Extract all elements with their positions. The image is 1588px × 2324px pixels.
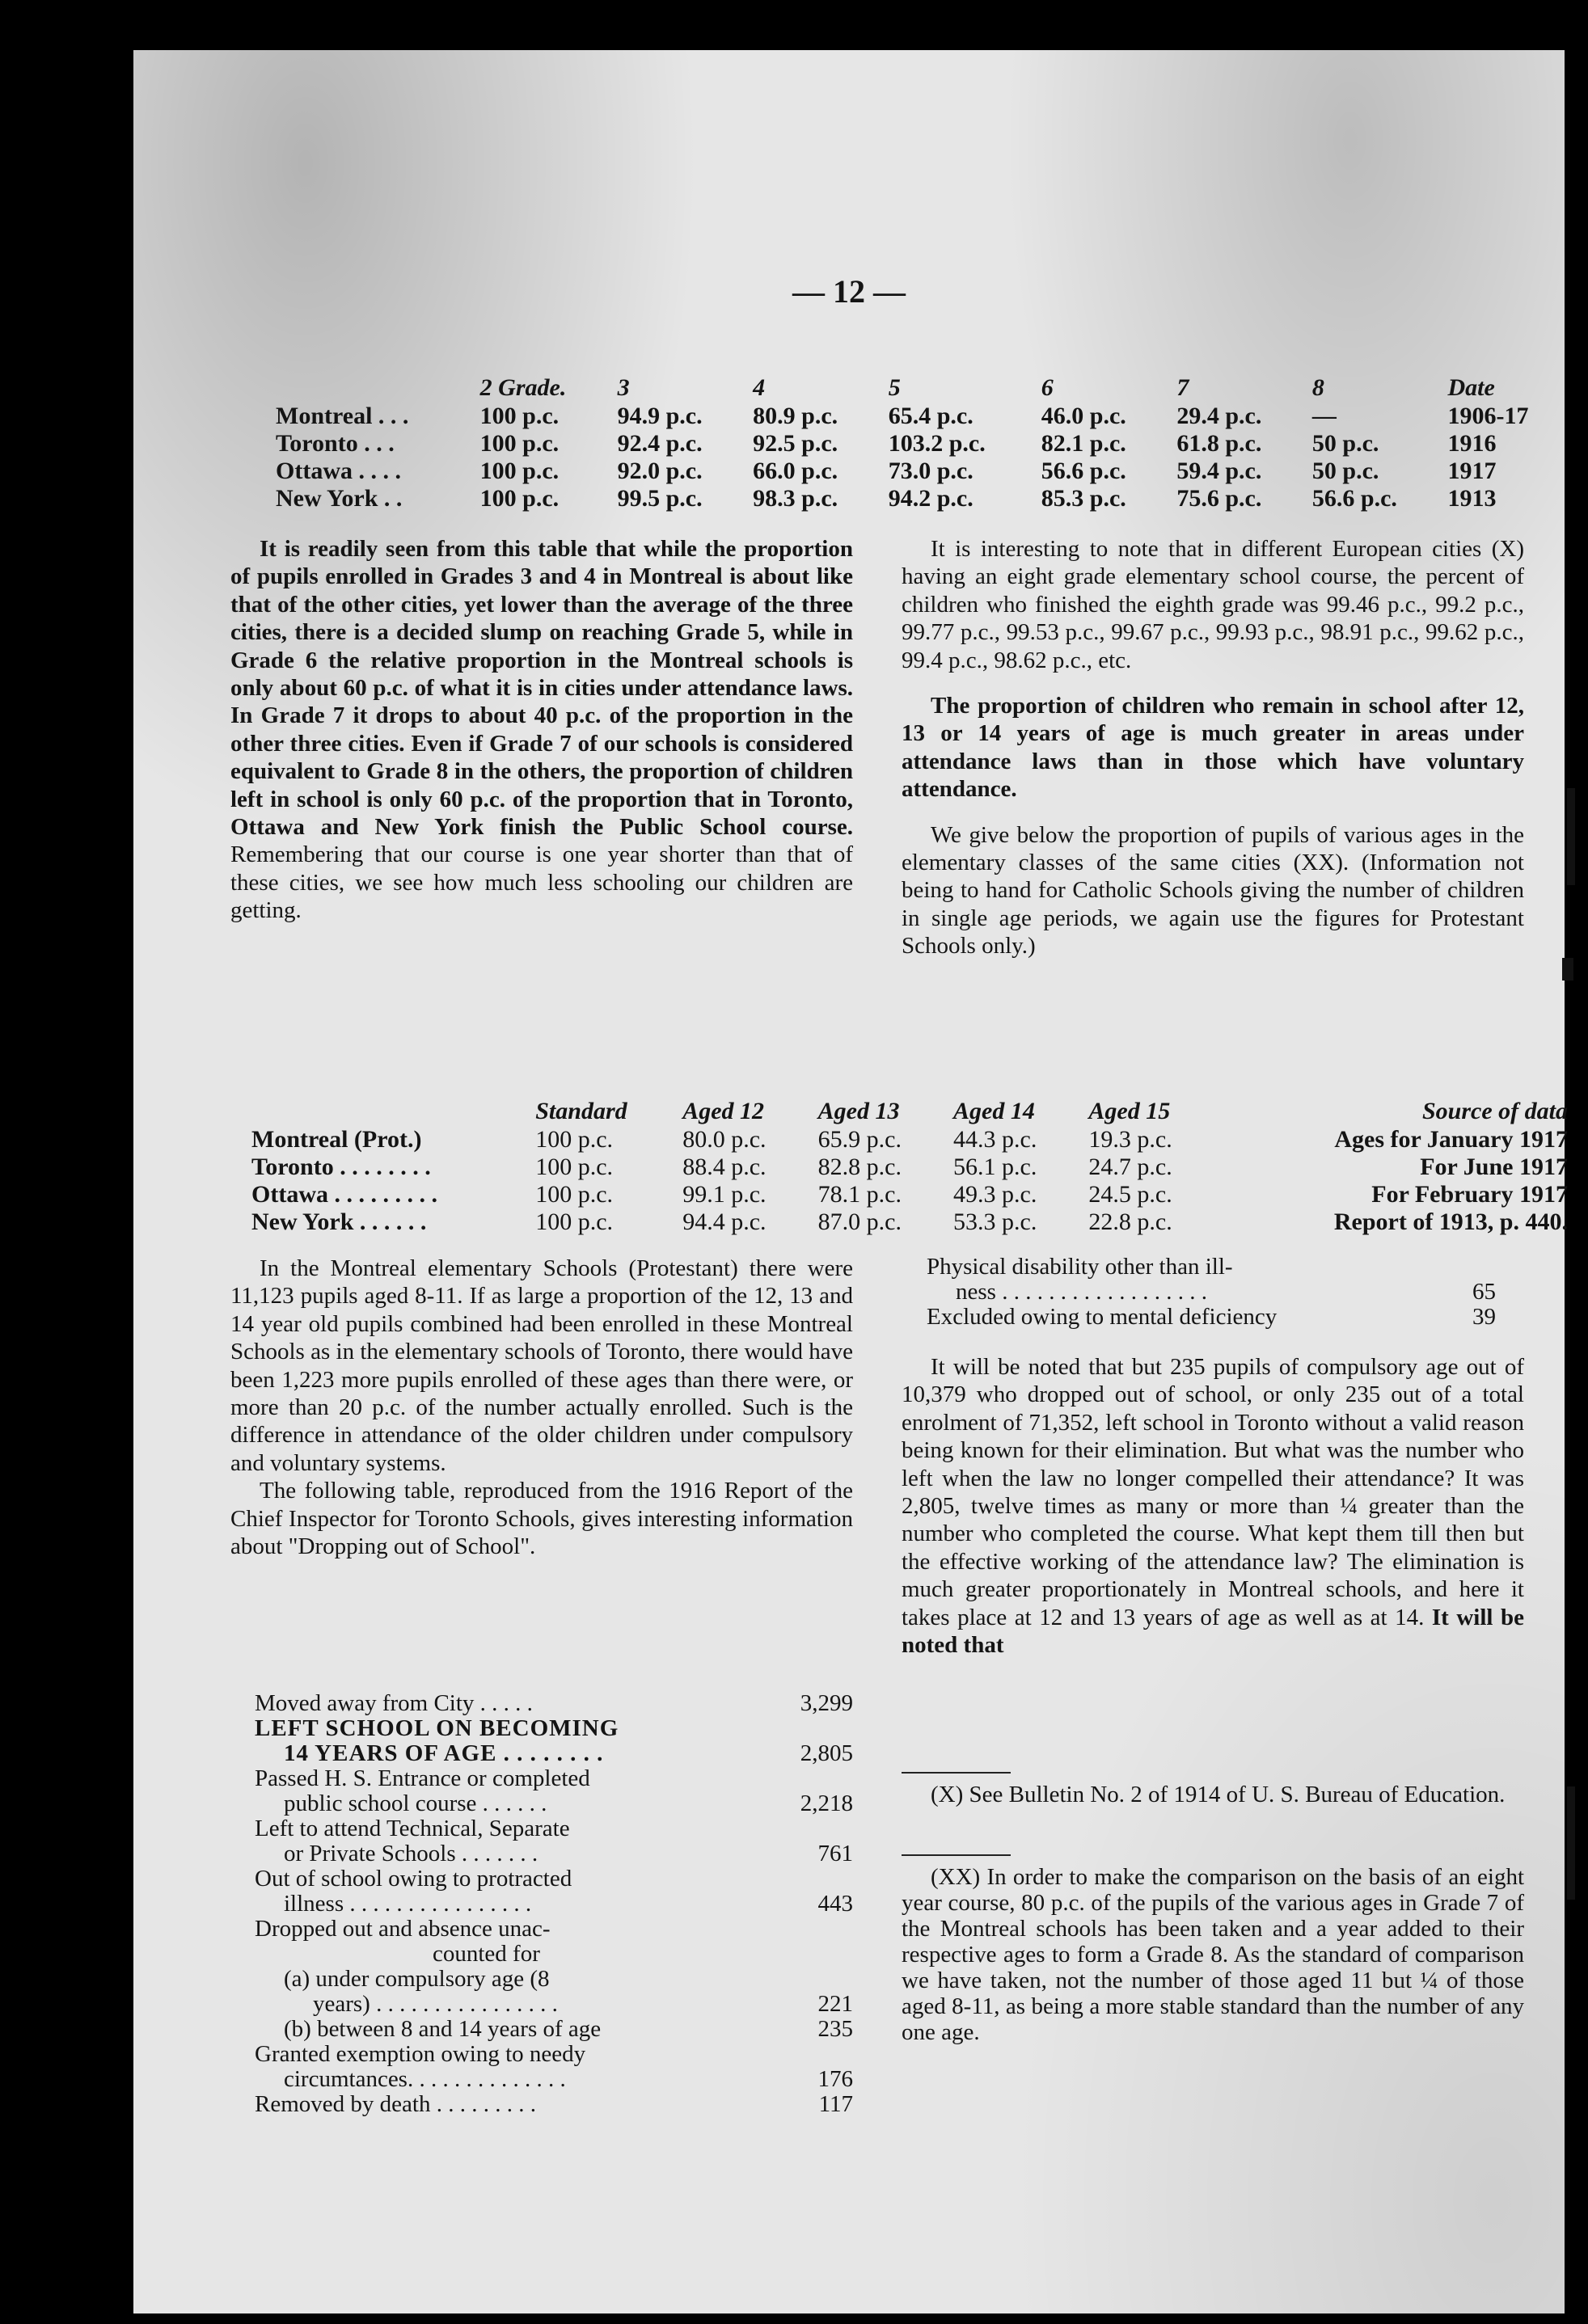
table-cell: 94.4 p.c. [682,1208,767,1235]
paragraph: The following table, reproduced from the 1916 Report of the Chief Inspector for Toronto Schools, gives interesting information about "Dropping out of School". [230,1478,853,1560]
table-cell: 92.5 p.c. [753,430,838,457]
table-cell: 100 p.c. [535,1208,614,1235]
list-item: Moved away from City . . . . . 3,299 [255,1690,853,1716]
table-cell: 1917 [1447,458,1497,484]
scan-mark [1567,788,1575,885]
table-cell: Ottawa . . . . . . . . . [251,1181,437,1208]
table-cell: Ottawa . . . . [276,458,401,484]
table-header-cell: 5 [888,374,901,401]
table-cell: 92.0 p.c. [617,458,703,484]
table-header-row [247,1097,1573,1126]
table-cell: New York . . [276,485,403,512]
left-column-bottom [230,1255,853,1578]
table-cell: 50 p.c. [1311,458,1379,484]
table-header-cell: 6 [1041,374,1054,401]
table-cell: 56.6 p.c. [1311,485,1397,512]
table-header-cell: Aged 13 [817,1098,900,1124]
table-header-row [271,373,1573,403]
table-row [247,1208,1573,1236]
table-cell: For June 1917 [1420,1154,1568,1180]
table-cell: 66.0 p.c. [753,458,838,484]
table-cell: 100 p.c. [479,458,560,484]
table-cell: 19.3 p.c. [1088,1126,1172,1153]
table-cell: Montreal (Prot.) [251,1126,422,1153]
table-cell: 1916 [1447,430,1497,457]
left-column-top [230,535,853,943]
table-cell: Report of 1913, p. 440. [1333,1208,1568,1235]
table-cell: 100 p.c. [535,1154,614,1180]
table-cell: 56.6 p.c. [1041,458,1126,484]
list-item: years) . . . . . . . . . . . . . . . . 221 [313,1991,853,2017]
footnote-divider [902,1854,1011,1856]
dropping-out-list [255,1691,853,2117]
table-header-cell [247,1097,530,1126]
table-cell: 1906-17 [1447,403,1529,429]
table-row [271,430,1573,458]
list-item: (a) under compulsory age (8 [284,1966,550,1992]
paragraph: We give below the proportion of pupils of various ages in the elementary classes of the same cities (XX). (Information not being to hand for Catholic Schools giving the number of children in single age periods, we again use the figures for Protestant Schools only.) [902,821,1524,960]
list-item: circumtances. . . . . . . . . . . . . . 176 [284,2066,853,2092]
paragraph: It is interesting to note that in different European cities (X) having an eight grade elementary school course, the percent of children who finished the eighth grade was 99.46 p.c., 99.2 p.c., 99.77 p.c., 99.53 p.c., 99.67 p.c., 99.93 p.c., 98.91 p.c., 99.62 p.c., 99.4 p.c., 98.62 p.c., etc. [902,536,1524,673]
table-cell: 100 p.c. [479,485,560,512]
table-cell: 24.5 p.c. [1088,1181,1172,1208]
table-cell: Ages for January 1917 [1334,1126,1568,1153]
table-cell: 85.3 p.c. [1041,485,1126,512]
table-cell: 103.2 p.c. [888,430,986,457]
list-item: Excluded owing to mental deficiency 39 [927,1304,1496,1330]
page-number: — 12 — [792,273,906,310]
list-item: Physical disability other than ill- [927,1254,1233,1280]
table-cell: 29.4 p.c. [1176,403,1262,429]
table-cell: 78.1 p.c. [817,1181,902,1208]
table-header-cell [271,373,475,403]
table-header-cell: Aged 14 [953,1098,1035,1124]
table-cell: 75.6 p.c. [1176,485,1262,512]
table-header-cell: 2 Grade. [479,374,567,401]
table-cell: 65.4 p.c. [888,403,973,429]
paragraph [230,535,853,925]
scan-mark [1567,1786,1575,1900]
table-cell: 100 p.c. [535,1181,614,1208]
footnote-xx: (XX) In order to make the comparison on the basis of an eight year course, 80 p.c. of the pupils of the various ages in Grade 7 of the Montreal schools has been taken and a year added to their respective ages to form a Grade 8. As the standard of comparison we have taken, not the number of those aged 11 but ¼ of those aged 8-11, as being a more stable standard than the number of any one age. [902,1864,1524,2045]
document-page [133,50,1568,2313]
list-item: Out of school owing to protracted [255,1866,572,1892]
table-cell: Toronto . . . . . . . . [251,1154,431,1180]
table-cell: 65.9 p.c. [817,1126,902,1153]
table-row [271,485,1573,512]
right-column-bottom [902,1353,1524,1677]
table-cell: For February 1917 [1371,1181,1568,1208]
table-cell: 82.1 p.c. [1041,430,1126,457]
footnote-x: (X) See Bulletin No. 2 of 1914 of U. S. Bureau of Education. [931,1782,1506,1807]
table-cell: 61.8 p.c. [1176,430,1262,457]
table-cell: 98.3 p.c. [753,485,838,512]
table-cell: 24.7 p.c. [1088,1154,1172,1180]
table-cell: 99.5 p.c. [617,485,703,512]
list-item: or Private Schools . . . . . . . 761 [284,1841,853,1866]
table-cell: 50 p.c. [1311,430,1379,457]
list-item: Passed H. S. Entrance or completed [255,1765,590,1791]
table-cell: 53.3 p.c. [953,1208,1037,1235]
table-cell: 100 p.c. [479,430,560,457]
list-item: Removed by death . . . . . . . . . 117 [255,2091,853,2117]
list-item: illness . . . . . . . . . . . . . . . . 443 [284,1891,853,1917]
scan-mark [1562,958,1573,981]
table-cell: 46.0 p.c. [1041,403,1126,429]
list-item: public school course . . . . . . 2,218 [284,1790,853,1816]
paragraph: The proportion of children who remain in school after 12, 13 or 14 years of age is much greater in areas under attendance laws than in those which have voluntary attendance. [902,693,1524,803]
grade-proportion-table [271,373,1573,512]
list-item: 14 YEARS OF AGE . . . . . . . . 2,805 [284,1740,853,1766]
table-cell: 82.8 p.c. [817,1154,902,1180]
list-item: Dropped out and absence unac- [255,1916,551,1942]
paragraph: In the Montreal elementary Schools (Protestant) there were 11,123 pupils aged 8-11. If as large a proportion of the 12, 13 and 14 year old pupils combined had been enrolled in these Montreal Schools as in the elementary schools of Toronto, there would have been 1,223 more pupils enrolled of these ages than there were, or more than 20 p.c. of the number actually enrolled. Such is the difference in attendance of the older children under compulsory and voluntary systems. [230,1255,853,1476]
table-cell: New York . . . . . . [251,1208,427,1235]
table-header-cell: Aged 12 [682,1098,765,1124]
table-cell: 100 p.c. [535,1126,614,1153]
table-header-cell: Standard [535,1098,627,1124]
list-item: counted for [433,1941,540,1967]
table-header-cell: Date [1447,374,1495,401]
table-cell: 80.9 p.c. [753,403,838,429]
table-header-cell: 8 [1311,374,1324,401]
table-cell: 94.2 p.c. [888,485,973,512]
table-cell: 100 p.c. [479,403,560,429]
table-cell: 80.0 p.c. [682,1126,767,1153]
list-item: LEFT SCHOOL ON BECOMING [255,1715,619,1741]
dropping-out-list-continued [897,1255,1496,1330]
list-item: ness . . . . . . . . . . . . . . . . . . 65 [956,1279,1496,1305]
footnote-divider [902,1772,1011,1774]
table-cell: 92.4 p.c. [617,430,703,457]
table-header-cell: 4 [753,374,766,401]
table-cell: 1913 [1447,485,1497,512]
table-cell: — [1311,403,1337,429]
table-cell: 94.9 p.c. [617,403,703,429]
table-cell: 99.1 p.c. [682,1181,767,1208]
table-cell: 22.8 p.c. [1088,1208,1172,1235]
table-cell: 73.0 p.c. [888,458,973,484]
table-row [247,1154,1573,1181]
list-item: Granted exemption owing to needy [255,2041,586,2067]
table-row [271,458,1573,485]
table-cell: 49.3 p.c. [953,1181,1037,1208]
table-cell: 56.1 p.c. [953,1154,1037,1180]
list-item: (b) between 8 and 14 years of age 235 [284,2016,853,2042]
list-item: Left to attend Technical, Separate [255,1816,570,1841]
paragraph: It will be noted that but 235 pupils of compulsory age out of 10,379 who dropped out of school, or only 235 out of a total enrolment of 71,352, left school in Toronto without a valid reason being known for their elimination. But what was the number who left when the law no longer compelled their attendance? It was 2,805, twelve times as many or more than ¼ greater than the number who completed the course. What kept them till then but the effective working of the attendance law? The elimination is much greater proportionately in Montreal schools, and here it takes place at 12 and 13 years of age as well as at 14. It will be noted that [902,1354,1524,1659]
table-cell: 44.3 p.c. [953,1126,1037,1153]
right-column-top [902,535,1524,978]
age-proportion-table [247,1097,1573,1236]
table-row [271,403,1573,430]
table-row [247,1181,1573,1208]
table-header-cell: 3 [617,374,630,401]
table-cell: 88.4 p.c. [682,1154,767,1180]
table-header-cell: 7 [1176,374,1189,401]
table-header-cell: Aged 15 [1088,1098,1171,1124]
table-cell: Toronto . . . [276,430,395,457]
table-cell: 59.4 p.c. [1176,458,1262,484]
bold-text: It is readily seen from this table that while the proportion of pupils enrolled in Grades 3 and 4 in Montreal is about like that of the other cities, yet lower than the average of the three cities, there is a decided slump on reaching Grade 5, while in Grade 6 the relative proportion in the Montreal schools is only about 60 p.c. of what it is in cities under attendance laws. In Grade 7 it drops to about 40 p.c. of the proportion in the other three cities. Even if Grade 7 of our schools is considered equivalent to Grade 8 in the others, the proportion of children left in school is only 60 p.c. of the proportion that in Toronto, Ottawa and New York finish the Public School course. [230,536,853,841]
table-header-cell: Source of data [1422,1098,1568,1124]
table-row [247,1126,1573,1154]
table-cell: 87.0 p.c. [817,1208,902,1235]
table-cell: Montreal . . . [276,403,409,429]
body-text: Remembering that our course is one year shorter than that of these cities, we see how much less schooling our children are getting. [230,841,853,924]
